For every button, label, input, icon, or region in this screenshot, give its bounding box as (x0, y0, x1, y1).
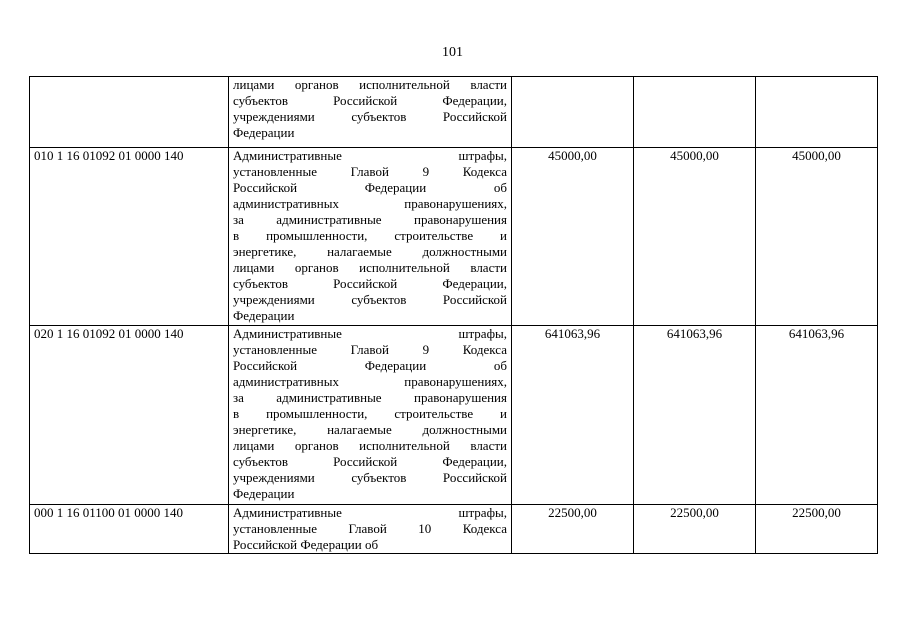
amount-year-2-cell: 22500,00 (634, 505, 756, 554)
description-line: лицами органов исполнительной власти (233, 77, 507, 92)
description-line: установленные Главой 9 Кодекса (233, 342, 507, 357)
amount-year-3-cell: 641063,96 (756, 326, 878, 505)
amount-year-2-cell: 641063,96 (634, 326, 756, 505)
revenue-description-cell (229, 77, 512, 148)
description-line: административных правонарушениях, (233, 196, 507, 211)
amount-year-1-cell: 22500,00 (512, 505, 634, 554)
description-line: за административные правонарушения (233, 390, 507, 405)
description-line: Административные штрафы, (233, 326, 507, 341)
description-line: Федерации (233, 125, 295, 140)
budget-revenue-table (29, 76, 878, 554)
description-line: энергетике, налагаемые должностными (233, 422, 507, 437)
page-number: 101 (442, 45, 463, 60)
table-row (30, 77, 878, 148)
amount-year-2-cell (634, 77, 756, 148)
description-line: Федерации (233, 486, 295, 501)
description-line: в промышленности, строительстве и (233, 406, 507, 421)
description-line: Федерации (233, 308, 295, 323)
description-line: лицами органов исполнительной власти (233, 260, 507, 275)
description-line: субъектов Российской Федерации, (233, 454, 507, 469)
amount-year-1-cell: 45000,00 (512, 148, 634, 326)
description-line: энергетике, налагаемые должностными (233, 244, 507, 259)
amount-year-2-cell: 45000,00 (634, 148, 756, 326)
revenue-description-cell (229, 326, 512, 505)
revenue-code-cell: 000 1 16 01100 01 0000 140 (30, 505, 229, 554)
description-line: Административные штрафы, (233, 505, 507, 520)
table-row (30, 148, 878, 326)
table-row (30, 326, 878, 505)
amount-year-1-cell: 641063,96 (512, 326, 634, 505)
description-line: установленные Главой 10 Кодекса (233, 521, 507, 536)
revenue-description-cell (229, 505, 512, 554)
description-line: Российской Федерации об (233, 358, 507, 373)
table-body (30, 77, 878, 554)
description-line: Административные штрафы, (233, 148, 507, 163)
amount-year-1-cell (512, 77, 634, 148)
description-line: установленные Главой 9 Кодекса (233, 164, 507, 179)
table-row (30, 505, 878, 554)
description-line: субъектов Российской Федерации, (233, 276, 507, 291)
description-line: учреждениями субъектов Российской (233, 470, 507, 485)
description-line: в промышленности, строительстве и (233, 228, 507, 243)
description-line: за административные правонарушения (233, 212, 507, 227)
description-line: лицами органов исполнительной власти (233, 438, 507, 453)
amount-year-3-cell: 22500,00 (756, 505, 878, 554)
description-line: административных правонарушениях, (233, 374, 507, 389)
amount-year-3-cell (756, 77, 878, 148)
revenue-code-cell: 020 1 16 01092 01 0000 140 (30, 326, 229, 505)
revenue-code-cell: 010 1 16 01092 01 0000 140 (30, 148, 229, 326)
description-line: учреждениями субъектов Российской (233, 292, 507, 307)
revenue-description-cell (229, 148, 512, 326)
revenue-code-cell (30, 77, 229, 148)
description-line: учреждениями субъектов Российской (233, 109, 507, 124)
amount-year-3-cell: 45000,00 (756, 148, 878, 326)
description-line: Российской Федерации об (233, 537, 379, 552)
description-line: субъектов Российской Федерации, (233, 93, 507, 108)
description-line: Российской Федерации об (233, 180, 507, 195)
